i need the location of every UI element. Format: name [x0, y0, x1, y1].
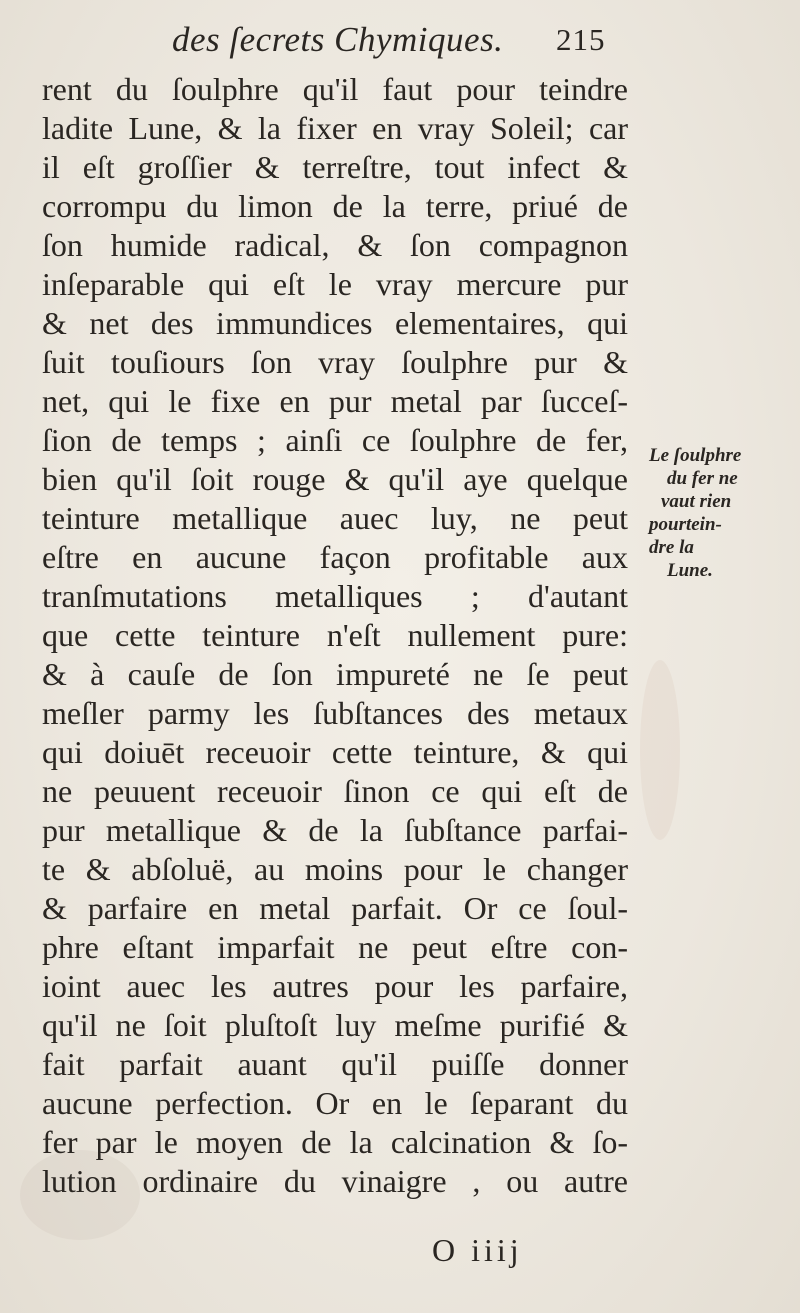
text-line: lution ordinaire du vinaigre , ou autre — [42, 1163, 628, 1199]
text-line: ladite Lune, & la fixer en vray Soleil; car — [42, 110, 628, 146]
text-line: tranſmutations metalliques ; d'autant — [42, 578, 628, 614]
text-line: & à cauſe de ſon impureté ne ſe peut — [42, 656, 628, 692]
text-line: ſuit touſiours ſon vray ſoulphre pur & — [42, 344, 628, 380]
text-line: aucune perfection. Or en le ſeparant du — [42, 1085, 628, 1121]
text-line: ioint auec les autres pour les parfaire, — [42, 968, 628, 1004]
text-line: & parfaire en metal parfait. Or ce ſoul- — [42, 890, 628, 926]
text-line: fer par le moyen de la calcination & ſo- — [42, 1124, 628, 1160]
text-line: phre eſtant imparfait ne peut eſtre con- — [42, 929, 628, 965]
margin-note — [649, 444, 799, 582]
text-line: ſion de temps ; ainſi ce ſoulphre de fer, — [42, 422, 628, 458]
text-line: il eſt groſſier & terreſtre, tout infect & — [42, 149, 628, 185]
text-line: qui doiuēt receuoir cette teinture, & qui — [42, 734, 628, 770]
text-line: que cette teinture n'eſt nullement pure: — [42, 617, 628, 653]
text-line: qu'il ne ſoit pluſtoſt luy meſme purifié & — [42, 1007, 628, 1043]
margin-note-line: pourtein- — [649, 514, 722, 535]
signature-mark: O iiij — [432, 1232, 523, 1268]
running-head — [0, 18, 800, 68]
paper-stain — [640, 660, 680, 840]
body-text — [42, 70, 642, 1201]
text-line: ne peuuent receuoir ſinon ce qui eſt de — [42, 773, 628, 809]
text-line: teinture metallique auec luy, ne peut — [42, 500, 628, 536]
text-line: te & abſoluë, au moins pour le changer — [42, 851, 628, 887]
text-line: meſler parmy les ſubſtances des metaux — [42, 695, 628, 731]
text-line: fait parfait auant qu'il puiſſe donner — [42, 1046, 628, 1082]
text-line: inſeparable qui eſt le vray mercure pur — [42, 266, 628, 302]
text-line: ſon humide radical, & ſon compagnon — [42, 227, 628, 263]
running-head-title: des ſecrets Chymiques. — [172, 20, 504, 59]
text-line: net, qui le fixe en pur metal par ſucceſ- — [42, 383, 628, 419]
text-line: rent du ſoulphre qu'il faut pour teindre — [42, 71, 628, 107]
margin-note-line: du fer ne — [667, 468, 738, 489]
margin-note-line: vaut rien — [661, 491, 732, 512]
text-line: eſtre en aucune façon profitable aux — [42, 539, 628, 575]
text-line: corrompu du limon de la terre, priué de — [42, 188, 628, 224]
margin-note-line: dre la — [649, 537, 694, 558]
text-line: pur metallique & de la ſubſtance parfai- — [42, 812, 628, 848]
text-line: & net des immundices elementaires, qui — [42, 305, 628, 341]
page-number: 215 — [556, 22, 606, 57]
text-line: bien qu'il ſoit rouge & qu'il aye quelque — [42, 461, 628, 497]
margin-note-line: Lune. — [667, 560, 713, 581]
margin-note-line: Le ſoulphre — [649, 445, 742, 466]
